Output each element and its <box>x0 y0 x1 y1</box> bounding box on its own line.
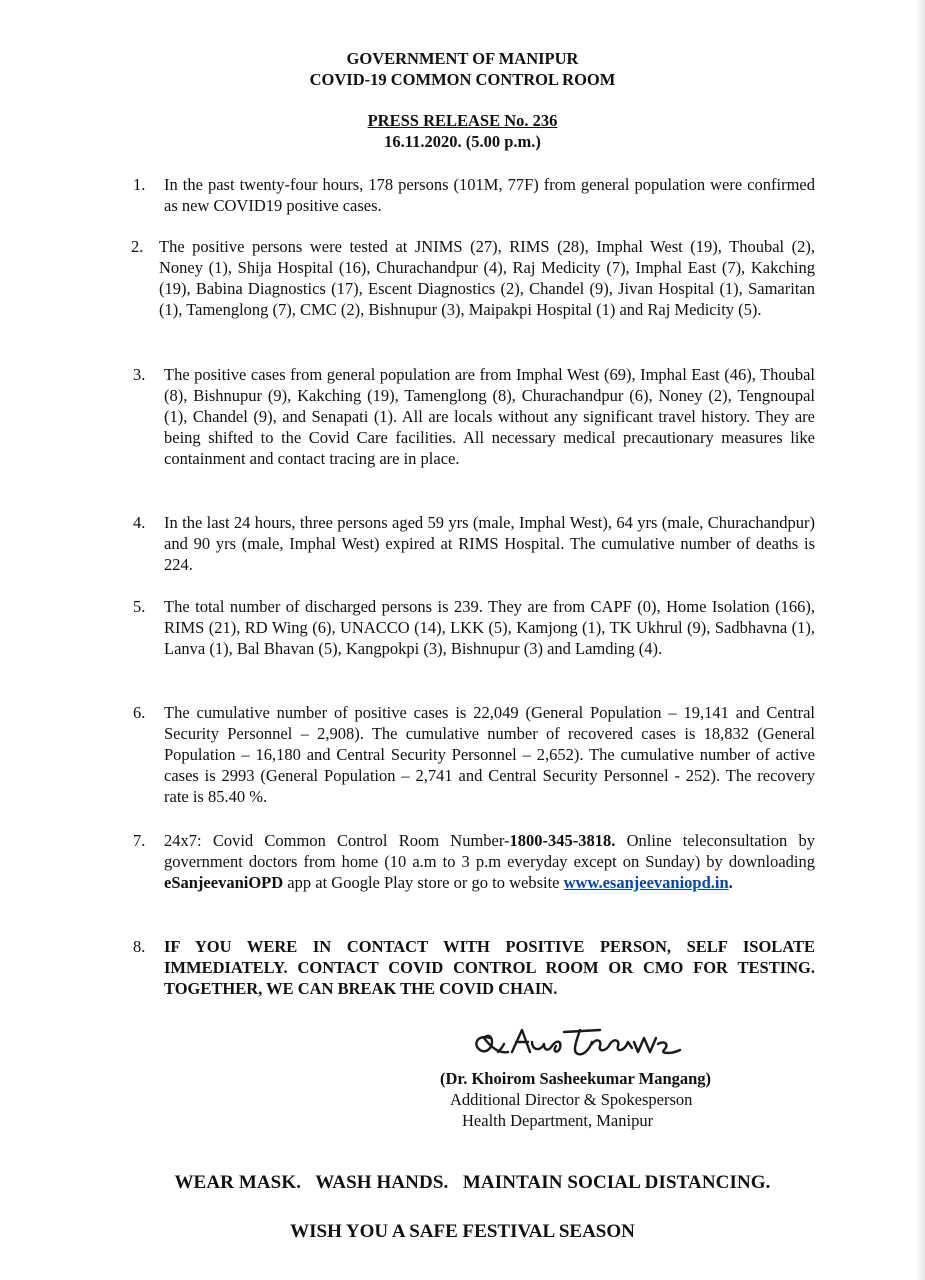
item-text: In the last 24 hours, three persons aged 59 yrs (male, Imphal West), 64 yrs (male, Churachandpur) and 90 yrs (male, Imphal West) expired at RIMS Hospital. The cumulative number of deaths is 224. <box>164 513 815 574</box>
app-name: eSanjeevaniOPD <box>164 873 284 892</box>
press-release-number: PRESS RELEASE No. 236 <box>367 111 558 130</box>
item-number: 1. <box>133 175 146 194</box>
signatory-department: Health Department, Manipur <box>462 1111 654 1130</box>
press-release-heading <box>0 110 925 152</box>
helpline-text: 24x7: Covid Common Control Room Number- <box>164 831 510 850</box>
signatory-name: (Dr. Khoirom Sasheekumar Mangang) <box>440 1069 712 1088</box>
item-text: In the past twenty-four hours, 178 persons (101M, 77F) from general population were confirmed as new COVID19 positive cases. <box>164 175 815 215</box>
handwritten-signature <box>468 1022 688 1073</box>
government-title: GOVERNMENT OF MANIPUR <box>346 49 579 68</box>
item-number: 8. <box>133 937 146 956</box>
item-text: The positive cases from general population are from Imphal West (69), Imphal East (46), Thoubal (8), Bishnupur (9), Kakching (19), Tamenglong (8), Churachandpur (6), Noney (2), Tengnoupal (1), Chandel (9), and Senapati (1). All are locals without any significant travel history. They are being shifted to the Covid Care facilities. All necessary medical precautionary measures like containment and contact tracing are in place. <box>164 365 815 468</box>
helpline-number: 1800-345-3818. <box>509 831 616 850</box>
link-period: . <box>728 873 733 892</box>
press-release-date: 16.11.2020. (5.00 p.m.) <box>384 132 541 151</box>
item-number: 7. <box>133 831 146 850</box>
item-number: 5. <box>133 597 146 616</box>
festival-wish: WISH YOU A SAFE FESTIVAL SEASON <box>290 1221 635 1242</box>
item-text <box>164 830 815 893</box>
website-text: app at Google Play store or go to website <box>283 873 564 892</box>
item-text: The positive persons were tested at JNIMS (27), RIMS (28), Imphal West (19), Thoubal (2), Noney (1), Shija Hospital (16), Churachandpur (4), Raj Medicity (7), Imphal East (7), Kakching (19), Babina Diagnostics (17), Escent Diagnostics (2), Chandel (9), Jivan Hospital (1), Samaritan (1), Tamenglong (7), CMC (2), Bishnupur (3), Maipakpi Hospital (1) and Raj Medicity (5). <box>159 237 815 319</box>
safety-slogan: WEAR MASK. WASH HANDS. MAINTAIN SOCIAL DISTANCING. <box>174 1172 771 1193</box>
item-number: 4. <box>133 513 146 532</box>
item-text: The total number of discharged persons is 239. They are from CAPF (0), Home Isolation (166), RIMS (21), RD Wing (6), UNACCO (14), LKK (5), Kamjong (1), TK Ukhrul (9), Sadbhavna (1), Lanva (1), Bal Bhavan (5), Kangpokpi (3), Bishnupur (3) and Lamding (4). <box>164 597 815 658</box>
document-header <box>0 48 925 90</box>
item-text: IF YOU WERE IN CONTACT WITH POSITIVE PERSON, SELF ISOLATE IMMEDIATELY. CONTACT COVID CONTROL ROOM OR CMO FOR TESTING. TOGETHER, WE CAN BREAK THE COVID CHAIN. <box>164 937 815 998</box>
signatory-designation: Additional Director & Spokesperson <box>450 1090 693 1109</box>
website-link[interactable]: www.esanjeevaniopd.in <box>563 873 729 892</box>
item-number: 3. <box>133 365 146 384</box>
item-text: The cumulative number of positive cases is 22,049 (General Population – 19,141 and Central Security Personnel – 2,908). The cumulative number of recovered cases is 18,832 (General Population – 16,180 and Central Security Personnel – 2,652). The cumulative number of active cases is 2993 (General Population – 2,741 and Central Security Personnel - 252). The recovery rate is 85.40 %. <box>164 703 815 806</box>
control-room-title: COVID-19 COMMON CONTROL ROOM <box>309 70 616 89</box>
item-number: 2. <box>131 237 144 256</box>
item-number: 6. <box>133 703 146 722</box>
page-edge-shadow <box>915 0 925 1280</box>
signatory-block <box>434 1068 754 1131</box>
teleconsultation-text: Online teleconsultation by government doctors from home (10 a.m to 3 p.m everyday except on Sunday) by downloading <box>164 831 815 871</box>
